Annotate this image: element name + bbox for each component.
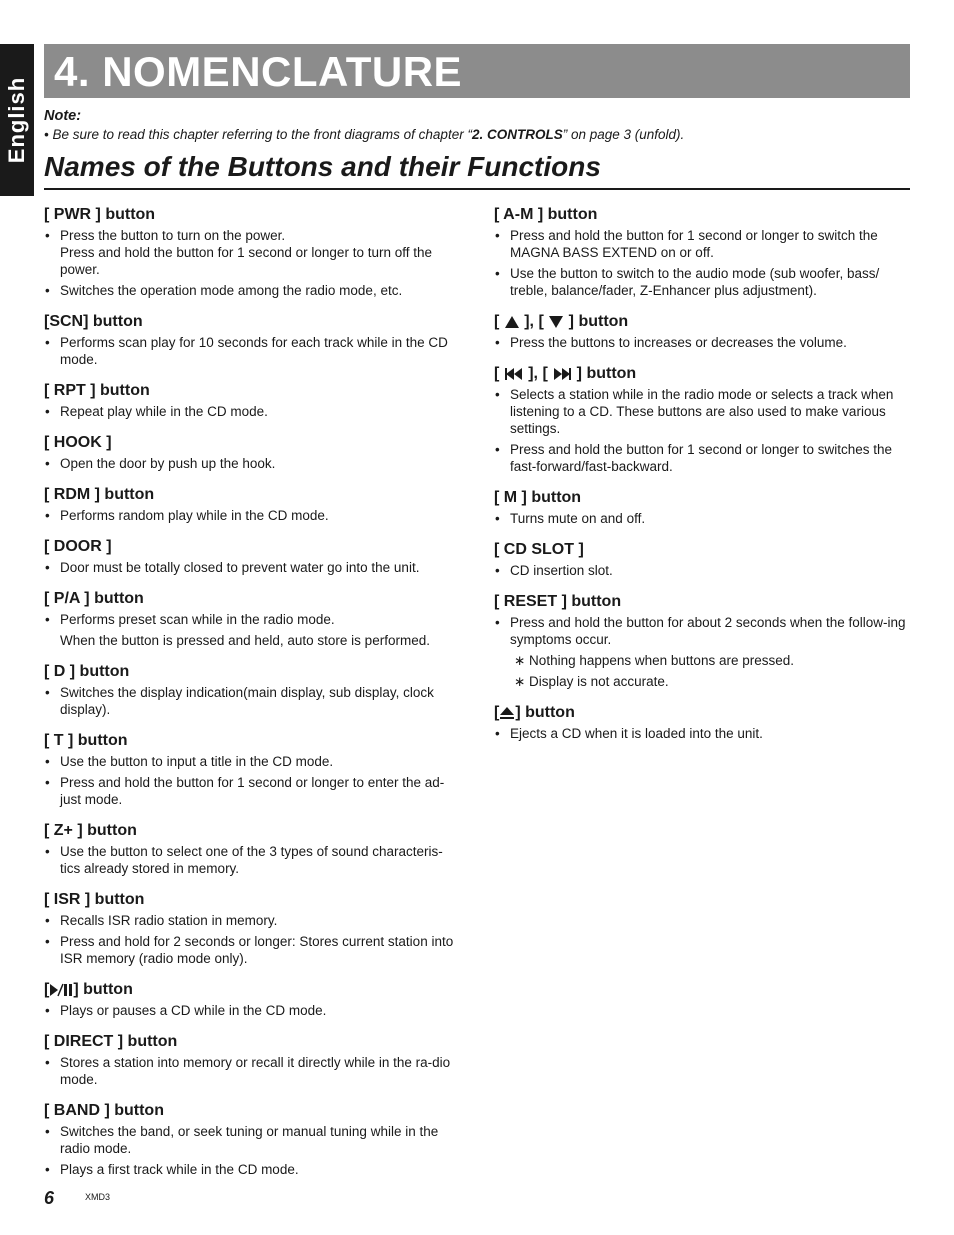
- entry-mute: [494, 488, 910, 527]
- entry-bullet: • Switches the band, or seek tuning or manual tuning while in the radio mode.: [44, 1123, 460, 1157]
- heading-part: [: [494, 313, 504, 330]
- entry-heading: [ DIRECT ] button: [44, 1033, 178, 1050]
- entry-heading: [ RPT ] button: [44, 382, 150, 399]
- entry-isr: [44, 890, 460, 967]
- entry-heading: [ T ] button: [44, 732, 128, 749]
- entry-bullet: • Ejects a CD when it is loaded into the unit.: [494, 725, 910, 742]
- entry-heading: [ P/A ] button: [44, 590, 144, 607]
- entry-reset: [494, 592, 910, 690]
- heading-part: ], [: [519, 313, 549, 330]
- entry-heading: [ HOOK ]: [44, 434, 112, 451]
- entry-symptom: ∗ Display is not accurate.: [514, 674, 669, 689]
- entry-scn: [44, 312, 460, 368]
- entry-bullet: • Plays a first track while in the CD mode.: [44, 1161, 460, 1178]
- entry-pwr: [44, 205, 460, 299]
- entry-bullet: • Performs scan play for 10 seconds for each track while in the CD mode.: [44, 334, 460, 368]
- entry-heading: [ PWR ] button: [44, 206, 156, 223]
- volume-down-icon: [548, 315, 564, 329]
- entry-d: [44, 662, 460, 718]
- entry-bullet: • Use the button to input a title in the CD mode.: [44, 753, 460, 770]
- heading-bracket: [: [44, 981, 50, 998]
- entry-rdm: [44, 485, 460, 524]
- entry-bullet: • Switches the display indication(main display, sub display, clock display).: [44, 684, 460, 718]
- note-label: Note:: [44, 108, 82, 124]
- entry-bullet: • Performs preset scan while in the radio mode.: [44, 611, 460, 628]
- entry-rpt: [44, 381, 460, 420]
- heading-suffix: ] button: [73, 981, 133, 998]
- entry-am: [494, 205, 910, 299]
- entry-heading: [494, 312, 910, 332]
- section-heading: Names of the Buttons and their Functions: [44, 151, 601, 182]
- page-number: 6: [44, 1188, 55, 1208]
- language-tab: [0, 44, 34, 196]
- note-text: [44, 127, 904, 142]
- entry-symptom: ∗ Nothing happens when buttons are pressed.: [514, 653, 794, 668]
- entry-continuation: When the button is pressed and held, auto store is performed.: [60, 633, 430, 648]
- entry-bullet: • Press and hold the button for 1 second or longer to switches the fast-forward/fast-backward.: [494, 441, 910, 475]
- entry-bullet: • Repeat play while in the CD mode.: [44, 403, 460, 420]
- fast-forward-icon: [552, 367, 572, 381]
- chapter-banner: [44, 44, 910, 98]
- bullet-text: Press the button to turn on the power.: [60, 228, 286, 243]
- entry-heading: [ Z+ ] button: [44, 822, 137, 839]
- entry-bullet: [44, 227, 460, 278]
- entry-heading: [ ISR ] button: [44, 891, 145, 908]
- entry-heading: [494, 703, 910, 723]
- entry-volume: [494, 312, 910, 351]
- play-pause-icon: [49, 983, 73, 997]
- entry-heading: [SCN] button: [44, 313, 143, 330]
- entry-bullet: • Press and hold for 2 seconds or longer: Stores current station into ISR memory (radio mode only).: [44, 933, 460, 967]
- language-tab-label: English: [4, 76, 29, 164]
- entry-heading: [494, 364, 910, 384]
- entry-heading: [ BAND ] button: [44, 1102, 164, 1119]
- note-chapter-ref: 2. CONTROLS: [471, 127, 563, 142]
- entry-heading: [ A-M ] button: [494, 206, 598, 223]
- heading-bracket: [: [494, 704, 500, 721]
- heading-part: [: [494, 365, 504, 382]
- entry-bullet: • Press the buttons to increases or decreases the volume.: [494, 334, 910, 351]
- entry-play-pause: [44, 980, 460, 1019]
- section-title: [44, 150, 910, 190]
- entry-bullet: • Performs random play while in the CD mode.: [44, 507, 460, 524]
- heading-part: ] button: [572, 365, 637, 382]
- entry-bullet: • Stores a station into memory or recall it directly while in the ra-dio mode.: [44, 1054, 460, 1088]
- entry-eject: [494, 703, 910, 742]
- entry-heading: [ DOOR ]: [44, 538, 112, 555]
- entry-bullet: • CD insertion slot.: [494, 562, 910, 579]
- entry-bullet: • Recalls ISR radio station in memory.: [44, 912, 460, 929]
- rewind-icon: [504, 367, 524, 381]
- heading-suffix: ] button: [515, 704, 575, 721]
- entry-pa: [44, 589, 460, 649]
- entry-t: [44, 731, 460, 808]
- entry-bullet: • Press and hold the button for 1 second or longer to switch the MAGNA BASS EXTEND on or off.: [494, 227, 910, 261]
- note-suffix: ” on page 3 (unfold).: [562, 127, 685, 142]
- chapter-title: 4. NOMENCLATURE: [54, 48, 463, 95]
- entry-heading: [ RDM ] button: [44, 486, 155, 503]
- entry-bullet: • Press and hold the button for about 2 seconds when the follow-ing symptoms occur.: [494, 614, 910, 648]
- entry-direct: [44, 1032, 460, 1088]
- entry-heading: [44, 980, 460, 1000]
- entry-z: [44, 821, 460, 877]
- volume-up-icon: [504, 315, 520, 329]
- entry-seek: [494, 364, 910, 475]
- heading-part: ] button: [564, 313, 629, 330]
- entry-heading: [ M ] button: [494, 489, 582, 506]
- entry-heading: [ CD SLOT ]: [494, 541, 584, 558]
- note-block: [44, 108, 904, 142]
- entry-bullet: • Turns mute on and off.: [494, 510, 910, 527]
- entry-heading: [ D ] button: [44, 663, 130, 680]
- entry-heading: [ RESET ] button: [494, 593, 622, 610]
- entry-bullet: • Press and hold the button for 1 second or longer to enter the ad-just mode.: [44, 774, 460, 808]
- entry-band: [44, 1101, 460, 1178]
- eject-icon: [499, 706, 515, 720]
- entry-hook: [44, 433, 460, 472]
- entry-bullet: • Use the button to select one of the 3 types of sound characteris-tics already stored in memory.: [44, 843, 460, 877]
- entry-bullet: • Selects a station while in the radio mode or selects a track when listening to a CD. These buttons are also used to make various settings.: [494, 386, 910, 437]
- heading-part: ], [: [523, 365, 553, 382]
- bullet-text: Press and hold the button for 1 second or longer to turn off the power.: [60, 245, 432, 277]
- entry-door: [44, 537, 460, 576]
- entry-bullet: • Open the door by push up the hook.: [44, 455, 460, 472]
- model-code: XMD3: [85, 1192, 111, 1202]
- entry-bullet: • Plays or pauses a CD while in the CD mode.: [44, 1002, 460, 1019]
- entry-bullet: • Door must be totally closed to prevent water go into the unit.: [44, 559, 460, 576]
- entry-bullet: • Use the button to switch to the audio mode (sub woofer, bass/ treble, balance/fader, Z-Enhancer plus adjustment).: [494, 265, 910, 299]
- entry-cd-slot: [494, 540, 910, 579]
- left-column: [44, 205, 460, 1191]
- right-column: [494, 205, 910, 755]
- note-prefix: • Be sure to read this chapter referring to the front diagrams of chapter “: [44, 127, 472, 142]
- entry-bullet: • Switches the operation mode among the radio mode, etc.: [44, 282, 460, 299]
